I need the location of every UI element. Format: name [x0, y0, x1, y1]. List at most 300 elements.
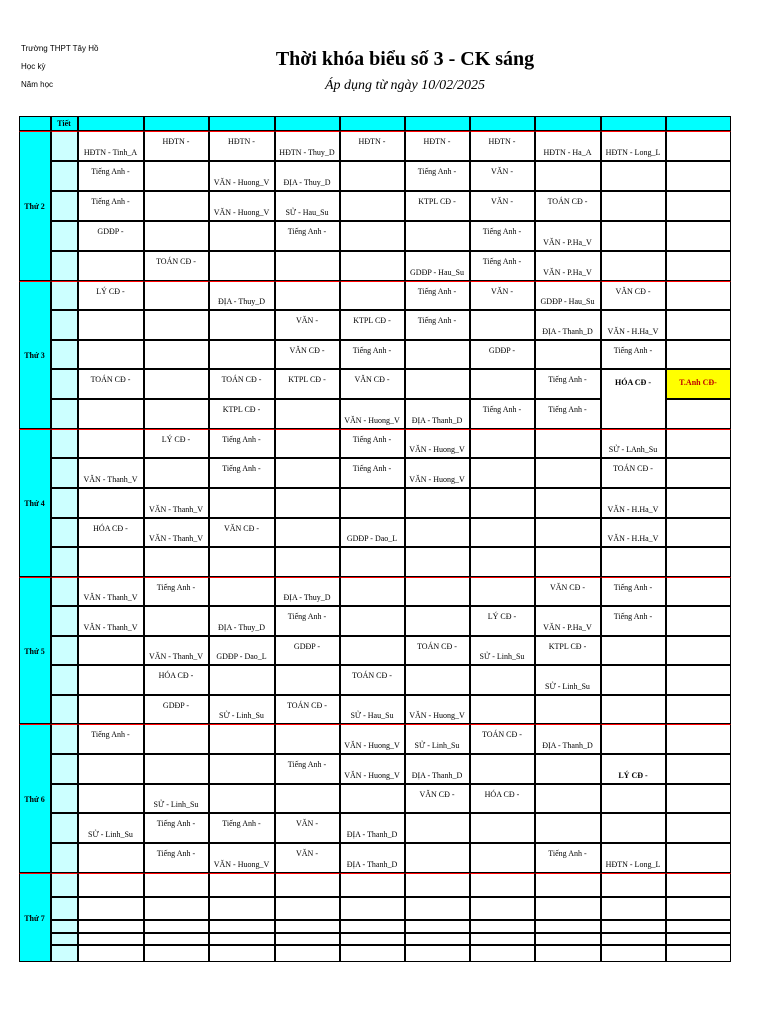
schedule-cell	[405, 221, 470, 251]
schedule-cell	[209, 920, 275, 933]
schedule-cell: ĐỊA - Thanh_D	[340, 843, 405, 873]
schedule-cell	[275, 933, 340, 945]
schedule-cell	[470, 933, 535, 945]
schedule-cell: GDĐP - Dao_L	[209, 636, 275, 665]
schedule-cell: Tiếng Anh -	[275, 606, 340, 636]
merged-cell: HÓA CĐ -	[601, 369, 666, 429]
header-class-cell	[275, 116, 340, 131]
schedule-cell	[535, 161, 601, 191]
schedule-cell	[470, 945, 535, 962]
schedule-cell: VĂN - Huong_V	[340, 724, 405, 754]
schedule-cell: ĐỊA - Thuy_D	[209, 606, 275, 636]
header-class-cell	[470, 116, 535, 131]
schedule-cell: HĐTN -	[340, 131, 405, 161]
extra-cell	[666, 813, 731, 843]
schedule-cell: TOÁN CĐ -	[275, 695, 340, 724]
schedule-cell	[78, 873, 144, 897]
schedule-cell: VĂN - H.Ha_V	[601, 518, 666, 547]
extra-cell	[666, 606, 731, 636]
page-title: Thời khóa biểu số 3 - CK sáng	[275, 48, 535, 70]
header-class-cell	[340, 116, 405, 131]
header-tiet-cell: Tiết	[51, 116, 78, 131]
schedule-cell: GDĐP - Hau_Su	[535, 281, 601, 310]
schedule-cell: KTPL CĐ -	[535, 636, 601, 665]
schedule-cell	[209, 547, 275, 577]
schedule-cell	[275, 873, 340, 897]
schedule-cell	[209, 945, 275, 962]
extra-cell	[666, 310, 731, 340]
schedule-cell	[405, 873, 470, 897]
schedule-cell	[470, 488, 535, 518]
schedule-cell	[535, 695, 601, 724]
schedule-cell	[144, 945, 209, 962]
schedule-cell	[78, 399, 144, 429]
schedule-cell	[535, 945, 601, 962]
schedule-cell	[535, 920, 601, 933]
schedule-cell	[78, 429, 144, 458]
schedule-cell	[601, 945, 666, 962]
schedule-cell	[78, 897, 144, 920]
schedule-cell: VĂN CĐ -	[340, 369, 405, 399]
day-label: Thứ 6	[19, 724, 51, 873]
schedule-cell: KTPL CĐ -	[405, 191, 470, 221]
schedule-cell	[666, 873, 731, 897]
schedule-cell: VĂN - Thanh_V	[78, 606, 144, 636]
period-cell	[51, 577, 78, 606]
schedule-cell	[340, 873, 405, 897]
schedule-cell	[601, 724, 666, 754]
schedule-cell: ĐỊA - Thanh_D	[340, 813, 405, 843]
schedule-cell	[275, 897, 340, 920]
schedule-cell: KTPL CĐ -	[209, 399, 275, 429]
schedule-cell	[666, 920, 731, 933]
schedule-cell	[340, 221, 405, 251]
schedule-cell: LÝ CĐ -	[470, 606, 535, 636]
schedule-cell	[470, 920, 535, 933]
schedule-cell: SỬ - LAnh_Su	[601, 429, 666, 458]
period-cell	[51, 221, 78, 251]
schedule-cell	[405, 577, 470, 606]
schedule-cell	[535, 458, 601, 488]
schedule-cell: GDĐP - Dao_L	[340, 518, 405, 547]
schedule-cell: VĂN - Huong_V	[405, 458, 470, 488]
header-class-cell	[666, 116, 731, 131]
schedule-cell	[340, 636, 405, 665]
schedule-cell: VĂN - P.Ha_V	[535, 606, 601, 636]
schedule-cell	[144, 724, 209, 754]
schedule-cell: Tiếng Anh -	[209, 458, 275, 488]
schedule-cell: HĐTN -	[209, 131, 275, 161]
semester-label: Học kỳ	[21, 62, 46, 71]
schedule-cell	[144, 191, 209, 221]
schedule-cell	[405, 813, 470, 843]
schedule-cell: SỬ - Linh_Su	[144, 784, 209, 813]
schedule-cell	[340, 606, 405, 636]
schedule-cell	[209, 221, 275, 251]
schedule-cell	[144, 873, 209, 897]
schedule-cell: Tiếng Anh -	[470, 221, 535, 251]
schedule-cell	[405, 933, 470, 945]
schedule-cell	[601, 636, 666, 665]
schedule-cell	[340, 251, 405, 281]
schedule-cell	[601, 813, 666, 843]
schedule-cell: Tiếng Anh -	[275, 221, 340, 251]
extra-cell	[666, 221, 731, 251]
schedule-cell	[275, 458, 340, 488]
extra-cell	[666, 784, 731, 813]
schedule-cell: ĐỊA - Thuy_D	[275, 577, 340, 606]
period-cell	[51, 784, 78, 813]
schedule-cell: SỬ - Linh_Su	[405, 724, 470, 754]
schedule-cell	[405, 488, 470, 518]
schedule-cell: GDĐP - Hau_Su	[405, 251, 470, 281]
period-cell	[51, 945, 78, 962]
schedule-cell: GDĐP -	[78, 221, 144, 251]
schedule-cell	[275, 399, 340, 429]
schedule-cell: Tiếng Anh -	[535, 369, 601, 399]
schedule-cell: Tiếng Anh -	[470, 399, 535, 429]
schedule-cell	[144, 281, 209, 310]
schedule-cell	[78, 784, 144, 813]
schedule-cell: HĐTN - Long_L	[601, 843, 666, 873]
schedule-cell	[209, 933, 275, 945]
period-cell	[51, 191, 78, 221]
schedule-cell	[405, 920, 470, 933]
schedule-cell	[78, 251, 144, 281]
extra-cell	[666, 724, 731, 754]
extra-cell	[666, 695, 731, 724]
period-cell	[51, 695, 78, 724]
period-cell	[51, 161, 78, 191]
schedule-cell: VĂN - H.Ha_V	[601, 310, 666, 340]
schedule-cell	[209, 897, 275, 920]
schedule-cell: VĂN CĐ -	[405, 784, 470, 813]
schedule-cell: SỬ - Linh_Su	[535, 665, 601, 695]
schedule-cell	[144, 933, 209, 945]
schedule-cell: TOÁN CĐ -	[405, 636, 470, 665]
schedule-cell: LÝ CĐ -	[78, 281, 144, 310]
schedule-cell: VĂN - Thanh_V	[144, 636, 209, 665]
schedule-cell: HĐTN -	[470, 131, 535, 161]
schedule-cell: VĂN CĐ -	[601, 281, 666, 310]
schedule-cell	[470, 369, 535, 399]
schedule-cell: Tiếng Anh -	[78, 161, 144, 191]
schedule-cell: HĐTN - Ha_A	[535, 131, 601, 161]
schedule-cell: SỬ - Hau_Su	[275, 191, 340, 221]
schedule-cell	[144, 161, 209, 191]
schedule-cell	[209, 577, 275, 606]
schedule-cell	[405, 518, 470, 547]
schedule-cell: VĂN - Thanh_V	[144, 518, 209, 547]
schedule-cell: Tiếng Anh -	[209, 813, 275, 843]
schedule-cell	[340, 161, 405, 191]
schedule-cell	[209, 665, 275, 695]
extra-cell	[666, 488, 731, 518]
schedule-cell	[144, 897, 209, 920]
schedule-cell	[78, 754, 144, 784]
schedule-cell: ĐỊA - Thanh_D	[535, 724, 601, 754]
schedule-cell	[601, 784, 666, 813]
schedule-cell	[275, 518, 340, 547]
period-cell	[51, 251, 78, 281]
schedule-cell: HĐTN - Thuy_D	[275, 131, 340, 161]
schedule-cell: Tiếng Anh -	[209, 429, 275, 458]
schedule-cell: ĐỊA - Thanh_D	[405, 399, 470, 429]
schedule-cell	[275, 920, 340, 933]
schedule-cell	[209, 784, 275, 813]
schedule-cell: SỬ - Linh_Su	[209, 695, 275, 724]
schedule-cell	[144, 310, 209, 340]
schedule-cell	[470, 429, 535, 458]
schedule-cell	[144, 754, 209, 784]
extra-cell	[666, 251, 731, 281]
schedule-cell	[275, 945, 340, 962]
schedule-cell: ĐỊA - Thuy_D	[209, 281, 275, 310]
schedule-cell	[470, 518, 535, 547]
year-label: Năm học	[21, 80, 54, 89]
schedule-cell: SỬ - Hau_Su	[340, 695, 405, 724]
extra-cell	[666, 340, 731, 369]
schedule-cell	[405, 843, 470, 873]
schedule-cell	[340, 281, 405, 310]
extra-cell	[666, 191, 731, 221]
period-cell	[51, 665, 78, 695]
period-cell	[51, 369, 78, 399]
schedule-cell	[470, 665, 535, 695]
schedule-cell: VĂN - Huong_V	[209, 843, 275, 873]
schedule-cell: VĂN CĐ -	[209, 518, 275, 547]
schedule-cell: Tiếng Anh -	[405, 281, 470, 310]
merged-cell: LÝ CĐ -	[601, 754, 666, 784]
schedule-cell	[340, 945, 405, 962]
schedule-cell	[535, 488, 601, 518]
period-cell	[51, 606, 78, 636]
schedule-cell: Tiếng Anh -	[340, 340, 405, 369]
schedule-cell	[535, 897, 601, 920]
schedule-cell	[535, 429, 601, 458]
schedule-cell	[144, 399, 209, 429]
schedule-cell	[209, 251, 275, 281]
schedule-cell: HÓA CĐ -	[78, 518, 144, 547]
schedule-cell	[209, 873, 275, 897]
schedule-cell: GDĐP -	[275, 636, 340, 665]
schedule-cell	[601, 920, 666, 933]
schedule-cell	[470, 547, 535, 577]
schedule-cell: Tiếng Anh -	[405, 310, 470, 340]
schedule-cell: HĐTN -	[405, 131, 470, 161]
schedule-cell: GDĐP -	[144, 695, 209, 724]
period-cell	[51, 724, 78, 754]
schedule-cell	[78, 547, 144, 577]
schedule-cell: TOÁN CĐ -	[601, 458, 666, 488]
schedule-cell: VĂN - Thanh_V	[144, 488, 209, 518]
schedule-cell: VĂN - Thanh_V	[78, 458, 144, 488]
period-cell	[51, 281, 78, 310]
extra-cell	[666, 547, 731, 577]
period-cell	[51, 340, 78, 369]
schedule-cell: ĐỊA - Thanh_D	[535, 310, 601, 340]
schedule-cell	[535, 754, 601, 784]
schedule-cell	[275, 665, 340, 695]
schedule-cell: TOÁN CĐ -	[535, 191, 601, 221]
schedule-cell: VĂN CĐ -	[535, 577, 601, 606]
extra-cell	[666, 754, 731, 784]
schedule-cell	[209, 340, 275, 369]
schedule-cell	[340, 897, 405, 920]
schedule-cell	[78, 488, 144, 518]
schedule-cell	[535, 518, 601, 547]
schedule-cell: LÝ CĐ -	[144, 429, 209, 458]
header-class-cell	[144, 116, 209, 131]
schedule-cell	[78, 665, 144, 695]
period-cell	[51, 488, 78, 518]
schedule-cell	[275, 784, 340, 813]
schedule-cell	[601, 251, 666, 281]
schedule-cell: TOÁN CĐ -	[209, 369, 275, 399]
extra-cell	[666, 577, 731, 606]
schedule-cell	[78, 933, 144, 945]
schedule-cell	[535, 784, 601, 813]
schedule-cell: Tiếng Anh -	[470, 251, 535, 281]
header-class-cell	[405, 116, 470, 131]
schedule-cell	[535, 340, 601, 369]
extra-cell	[666, 665, 731, 695]
schedule-cell	[470, 754, 535, 784]
period-cell	[51, 399, 78, 429]
day-label: Thứ 7	[19, 873, 51, 962]
header-class-cell	[601, 116, 666, 131]
schedule-cell	[209, 754, 275, 784]
schedule-cell	[340, 547, 405, 577]
period-cell	[51, 458, 78, 488]
schedule-cell	[78, 843, 144, 873]
schedule-cell: KTPL CĐ -	[275, 369, 340, 399]
schedule-cell: VĂN -	[275, 813, 340, 843]
schedule-cell	[340, 920, 405, 933]
day-label: Thứ 3	[19, 281, 51, 429]
schedule-cell: Tiếng Anh -	[601, 577, 666, 606]
schedule-cell	[144, 369, 209, 399]
schedule-cell	[78, 920, 144, 933]
page-subtitle: Áp dụng từ ngày 10/02/2025	[324, 78, 486, 93]
schedule-cell	[78, 945, 144, 962]
schedule-cell	[340, 488, 405, 518]
schedule-cell	[340, 933, 405, 945]
schedule-cell	[405, 897, 470, 920]
schedule-cell: Tiếng Anh -	[275, 754, 340, 784]
schedule-cell: ĐỊA - Thuy_D	[275, 161, 340, 191]
extra-cell	[666, 131, 731, 161]
schedule-cell: VĂN -	[275, 310, 340, 340]
schedule-cell	[601, 547, 666, 577]
schedule-cell	[470, 695, 535, 724]
period-cell	[51, 754, 78, 784]
schedule-cell	[601, 897, 666, 920]
schedule-cell	[666, 933, 731, 945]
schedule-cell	[275, 281, 340, 310]
extra-cell	[666, 429, 731, 458]
schedule-cell	[405, 665, 470, 695]
schedule-cell: Tiếng Anh -	[601, 606, 666, 636]
schedule-cell: VĂN - H.Ha_V	[601, 488, 666, 518]
schedule-cell: HÓA CĐ -	[144, 665, 209, 695]
schedule-cell	[275, 547, 340, 577]
period-cell	[51, 636, 78, 665]
schedule-cell	[209, 310, 275, 340]
schedule-cell	[275, 724, 340, 754]
schedule-cell: TOÁN CĐ -	[340, 665, 405, 695]
schedule-cell	[144, 547, 209, 577]
schedule-cell: HĐTN - Long_L	[601, 131, 666, 161]
schedule-cell	[535, 813, 601, 843]
schedule-cell: VĂN -	[470, 161, 535, 191]
day-label: Thứ 2	[19, 131, 51, 281]
header-day-cell	[19, 116, 51, 131]
schedule-cell	[601, 161, 666, 191]
schedule-cell: HĐTN -	[144, 131, 209, 161]
schedule-cell: VĂN -	[470, 281, 535, 310]
schedule-cell: SỬ - Linh_Su	[78, 813, 144, 843]
day-label: Thứ 4	[19, 429, 51, 577]
schedule-cell	[275, 488, 340, 518]
period-cell	[51, 131, 78, 161]
extra-cell	[666, 518, 731, 547]
schedule-cell	[405, 369, 470, 399]
schedule-cell	[535, 933, 601, 945]
schedule-cell	[535, 873, 601, 897]
schedule-cell: VĂN - Huong_V	[340, 754, 405, 784]
schedule-cell	[470, 843, 535, 873]
schedule-cell: VĂN - P.Ha_V	[535, 221, 601, 251]
period-cell	[51, 920, 78, 933]
schedule-cell: VĂN - Huong_V	[405, 429, 470, 458]
period-cell	[51, 873, 78, 897]
header-class-cell	[535, 116, 601, 131]
schedule-cell: KTPL CĐ -	[340, 310, 405, 340]
schedule-cell: Tiếng Anh -	[535, 843, 601, 873]
day-label: Thứ 5	[19, 577, 51, 724]
schedule-cell	[666, 897, 731, 920]
period-cell	[51, 518, 78, 547]
schedule-cell	[535, 547, 601, 577]
extra-cell	[666, 843, 731, 873]
schedule-cell	[144, 606, 209, 636]
schedule-cell: Tiếng Anh -	[78, 724, 144, 754]
schedule-cell: TOÁN CĐ -	[144, 251, 209, 281]
period-cell	[51, 813, 78, 843]
schedule-cell: VĂN - Huong_V	[340, 399, 405, 429]
period-cell	[51, 933, 78, 945]
period-cell	[51, 310, 78, 340]
header-class-cell	[78, 116, 144, 131]
schedule-cell: TOÁN CĐ -	[78, 369, 144, 399]
schedule-cell	[144, 221, 209, 251]
schedule-cell	[470, 897, 535, 920]
schedule-cell	[275, 251, 340, 281]
schedule-cell	[470, 310, 535, 340]
schedule-cell: Tiếng Anh -	[601, 340, 666, 369]
schedule-cell	[470, 458, 535, 488]
period-cell	[51, 843, 78, 873]
schedule-cell	[209, 488, 275, 518]
schedule-cell: HĐTN - Tinh_A	[78, 131, 144, 161]
schedule-cell	[405, 340, 470, 369]
schedule-cell: TOÁN CĐ -	[470, 724, 535, 754]
extra-cell	[666, 636, 731, 665]
schedule-cell: Tiếng Anh -	[144, 813, 209, 843]
schedule-cell	[405, 945, 470, 962]
schedule-cell	[601, 191, 666, 221]
